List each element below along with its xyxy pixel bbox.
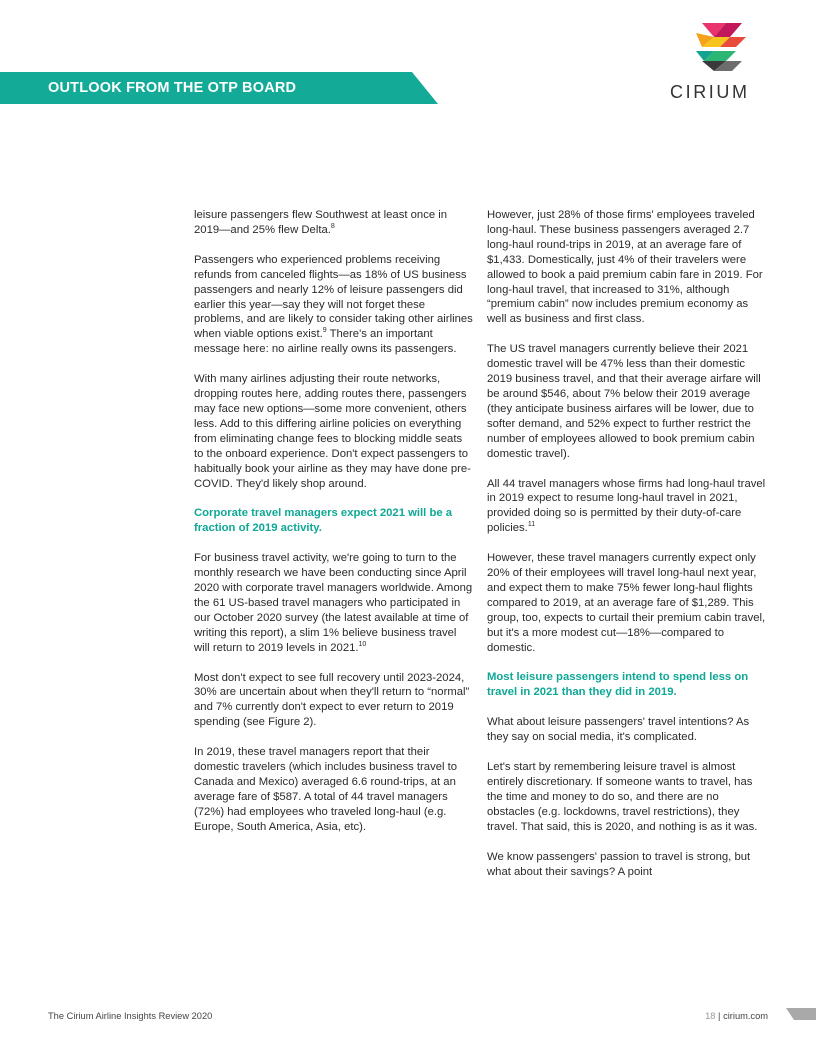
paragraph: Most don't expect to see full recovery until 2023-2024, 30% are uncertain about when they'll return to “normal” and 7% currently don't expect to ever return to 2019 spending (see Figure 2). <box>194 671 470 729</box>
site-link[interactable]: cirium.com <box>723 1011 768 1021</box>
section-banner <box>0 72 438 104</box>
paragraph: All 44 travel managers whose firms had long-haul travel in 2019 expect to resume long-haul travel in 2021, provided doing so is permitted by their duty-of-care policies.$^{11}$ <box>487 477 766 535</box>
paragraph: The US travel managers currently believe their 2021 domestic travel will be 47% less than their domestic 2019 business travel, and that their average airfare will be around $546, about 7% below their 2019 average (they anticipate business airfares will be lower, due to softer demand, and 52% expect to further restrict the number of employees allowed to book premium cabin domestic travel). <box>487 343 761 460</box>
footnote-ref: 11 <box>527 521 536 529</box>
left-column <box>194 208 474 850</box>
footer-separator: | <box>715 1011 724 1021</box>
footnote-ref: 9 <box>322 327 327 335</box>
page-footer-right <box>660 1011 768 1021</box>
paragraph: With many airlines adjusting their route networks, dropping routes here, adding routes there, passengers may face new options—some more convenient, others less. Add to this differing airline policies on everything from eliminating change fees to blocking middle seats to the onboard experience. Don't expect passengers to habitually book your airline as they may have done pre-COVID. They'd likely shop around. <box>194 373 471 490</box>
paragraph: Passengers who experienced problems receiving refunds from canceled flights—as 18% of US business passengers and nearly 12% of leisure passengers did earlier this year—say they will not forget these problems, and are likely to consider taking other airlines when viable options exist.$^9$ There's an important message here: no airline really owns its passengers. <box>194 253 473 356</box>
page-number: 18 <box>705 1011 716 1021</box>
subheading: Corporate travel managers expect 2021 will be a fraction of 2019 activity. <box>194 507 453 535</box>
subheading: Most leisure passengers intend to spend less on travel in 2021 than they did in 2019. <box>487 671 749 699</box>
brand-wordmark: CIRIUM <box>670 82 750 102</box>
paragraph: leisure passengers flew Southwest at least once in 2019—and 25% flew Delta.$^8$ <box>194 209 448 236</box>
paragraph: What about leisure passengers' travel intentions? As they say on social media, it's complicated. <box>487 716 750 744</box>
publication-name: The Cirium Airline Insights Review 2020 <box>48 1011 213 1021</box>
page-tab-shape <box>786 1008 816 1020</box>
paragraph: However, just 28% of those firms' employees traveled long-haul. These business passengers averaged 2.7 long-haul round-trips in 2019, at an average fare of $1,433. Domestically, just 4% of their travelers were allowed to book a paid premium cabin fare in 2019. For long-haul travel, that increased to 31%, although “premium cabin” now includes premium economy as well as business and first class. <box>487 209 763 326</box>
paragraph: For business travel activity, we're going to turn to the monthly research we have been conducting since April 2020 with corporate travel managers worldwide. Among the 61 US-based travel managers who participated in our October 2020 survey (the latest available at time of writing this report), a slim 1% believe business travel will return to 2019 levels in 2021.10 <box>194 552 473 654</box>
right-column <box>487 208 767 894</box>
paragraph: We know passengers' passion to travel is strong, but what about their savings? A point <box>487 850 751 878</box>
section-title: OUTLOOK FROM THE OTP BOARD <box>48 80 297 96</box>
footnote-ref: 10 <box>358 640 367 648</box>
paragraph: In 2019, these travel managers report that their domestic travelers (which includes business travel to Canada and Mexico) averaged 6.6 round-trips, at an average fare of $587. A total of 44 travel managers (72%) had employees who traveled long-haul (e.g. Europe, South America, Asia, etc). <box>194 746 458 833</box>
footnote-ref: 8 <box>330 223 335 231</box>
paragraph: However, these travel managers currently expect only 20% of their employees will travel long-haul next year, and expect them to make 75% fewer long-haul flights compared to 2019, at an average fare of $1,289. This group, too, expects to curtail their premium cabin travel, but it's a more modest cut—18%—compared to domestic. <box>487 552 766 654</box>
cirium-logo-icon <box>690 21 752 73</box>
paragraph: Let's start by remembering leisure travel is almost entirely discretionary. If someone wants to travel, has the time and money to do so, and there are no obstacles (e.g. lockdowns, travel restrictions), they travel. That said, this is 2020, and nothing is as it was. <box>487 761 758 833</box>
